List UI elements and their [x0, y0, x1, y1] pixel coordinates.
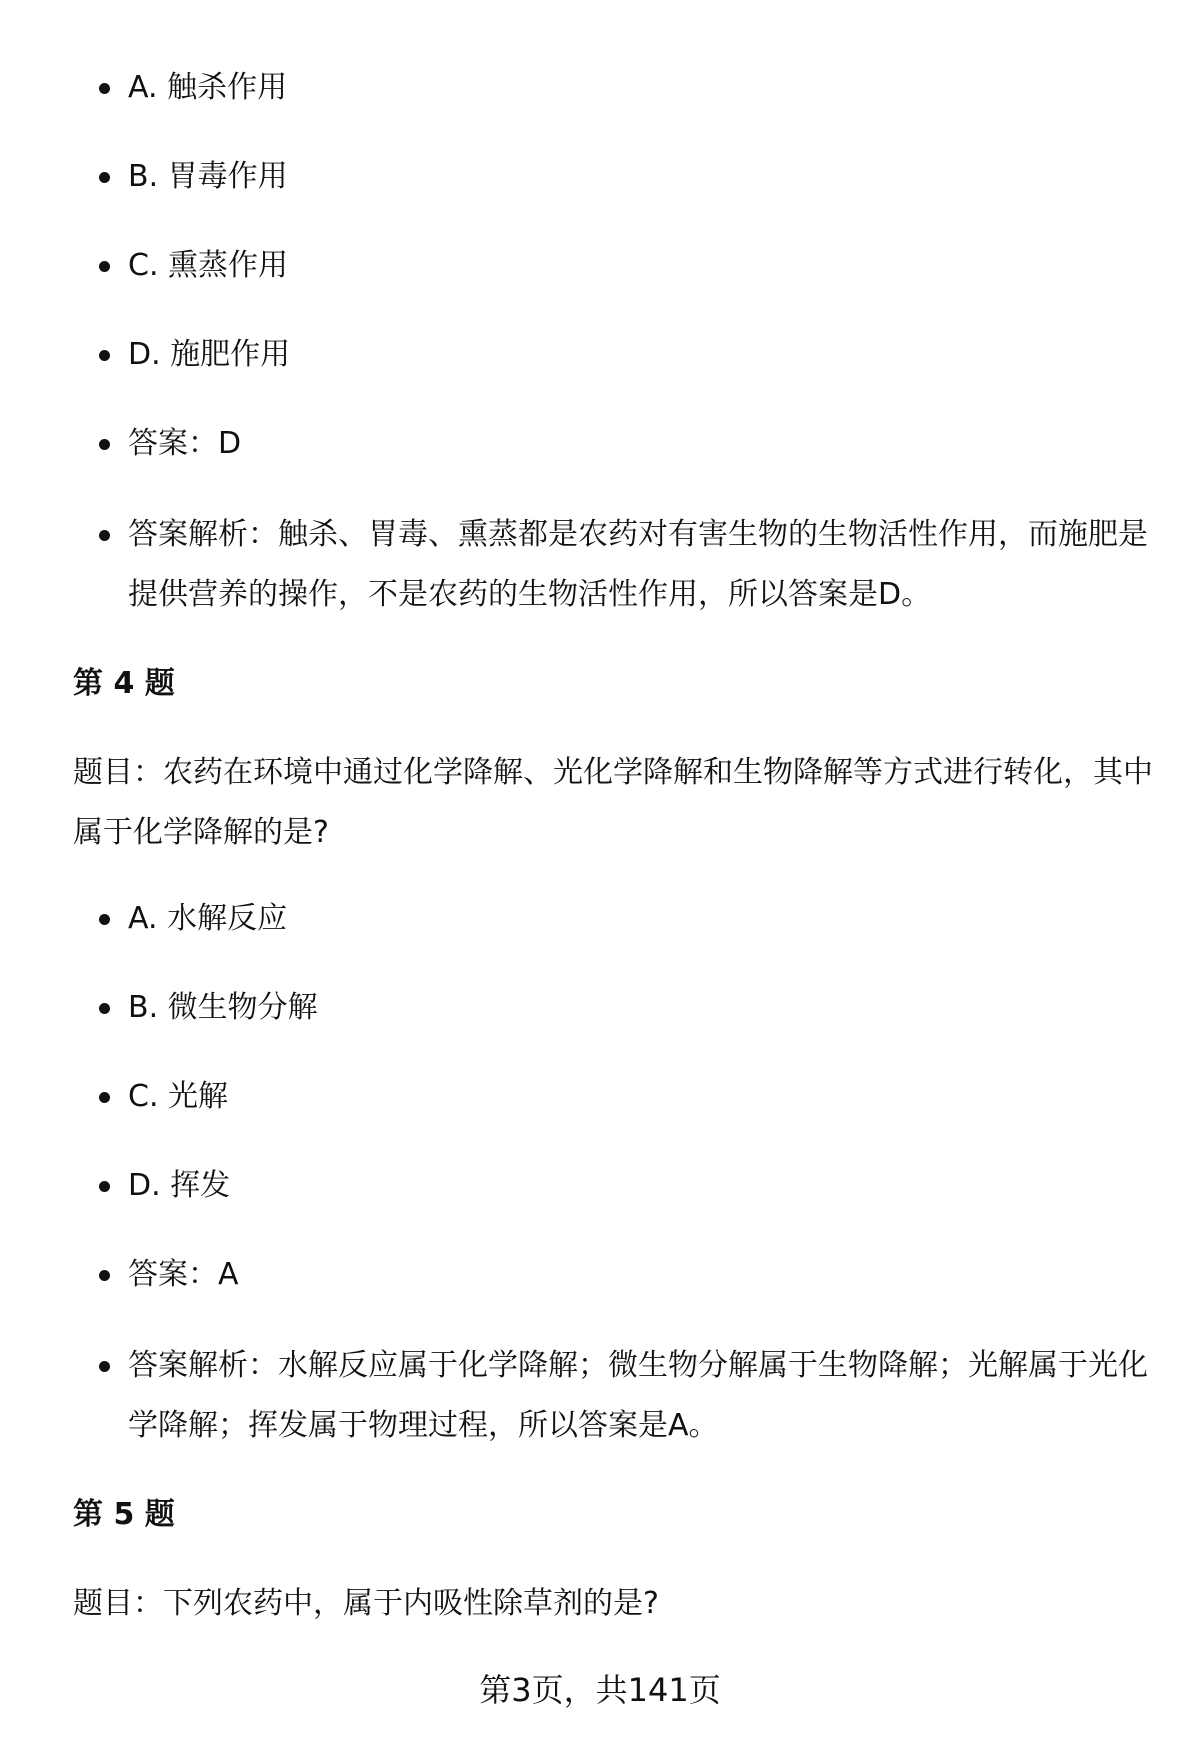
q4-question: 题目：农药在环境中通过化学降解、光化学降解和生物降解等方式进行转化，其中属于化学降解的是? [73, 755, 1153, 850]
q3-option-d: D. 施肥作用 [128, 325, 1148, 385]
q4-option-b: B. 微生物分解 [128, 978, 1148, 1038]
q5-question: 题目：下列农药中，属于内吸性除草剂的是? [73, 1586, 659, 1621]
q3-option-c: C. 熏蒸作用 [128, 236, 1148, 296]
q4-option-d: D. 挥发 [128, 1156, 1148, 1216]
q3-answer: 答案：D [128, 414, 1148, 474]
q4-option-c: C. 光解 [128, 1067, 1148, 1127]
q4-analysis: 答案解析：水解反应属于化学降解；微生物分解属于生物降解；光解属于光化学降解；挥发属于物理过程，所以答案是A。 [128, 1336, 1148, 1456]
q3-option-a: A. 触杀作用 [128, 58, 1148, 118]
q5-heading: 第 5 题 [73, 1497, 175, 1532]
q4-answer: 答案：A [128, 1245, 1148, 1305]
page-number-footer: 第3页，共141页 [479, 1671, 721, 1709]
q4-option-a: A. 水解反应 [128, 889, 1148, 949]
q3-option-b: B. 胃毒作用 [128, 147, 1148, 207]
q4-heading: 第 4 题 [73, 666, 175, 701]
q3-analysis: 答案解析：触杀、胃毒、熏蒸都是农药对有害生物的生物活性作用，而施肥是提供营养的操作，不是农药的生物活性作用，所以答案是D。 [128, 505, 1148, 625]
